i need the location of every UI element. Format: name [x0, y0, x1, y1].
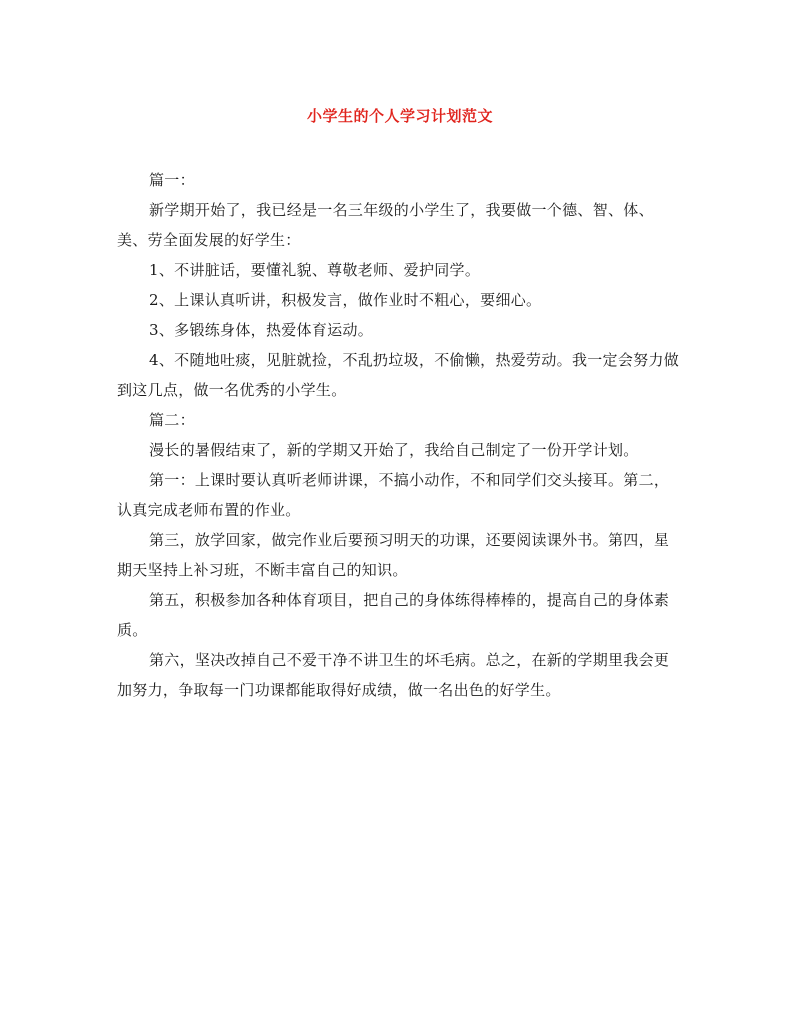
- section-heading-1: 篇一：: [149, 171, 195, 189]
- section-heading-2: 篇二：: [149, 411, 195, 429]
- document-title: 小学生的个人学习计划范文: [306, 107, 493, 125]
- paragraph-sixth: 第六，坚决改掉自己不爱干净不讲卫生的坏毛病。总之，在新的学期里我会更加努力，争取每一门功课都能取得好成绩，做一名出色的好学生。: [117, 651, 670, 699]
- list-item-1: 1、不讲脏话，要懂礼貌、尊敬老师、爱护同学。: [149, 261, 481, 279]
- paragraph-third: 第三，放学回家，做完作业后要预习明天的功课，还要阅读课外书。第四，星期天坚持上补习班，不断丰富自己的知识。: [117, 531, 670, 579]
- list-item-3: 3、多锻练身体，热爱体育运动。: [149, 321, 374, 339]
- paragraph-summer: 漫长的暑假结束了，新的学期又开始了，我给自己制定了一份开学计划。: [149, 441, 639, 459]
- paragraph-fifth: 第五，积极参加各种体育项目，把自己的身体练得棒棒的，提高自己的身体素质。: [117, 591, 670, 639]
- list-item-4: 4、不随地吐痰，见脏就捡，不乱扔垃圾，不偷懒，热爱劳动。我一定会努力做到这几点，做一名优秀的小学生。: [117, 351, 680, 399]
- paragraph-first: 第一：上课时要认真听老师讲课，不搞小动作，不和同学们交头接耳。第二，认真完成老师布置的作业。: [117, 471, 670, 519]
- paragraph-intro: 新学期开始了，我已经是一名三年级的小学生了，我要做一个德、智、体、美、劳全面发展的好学生：: [117, 201, 654, 249]
- list-item-2: 2、上课认真听讲，积极发言，做作业时不粗心，要细心。: [149, 291, 542, 309]
- document-body: [117, 165, 683, 705]
